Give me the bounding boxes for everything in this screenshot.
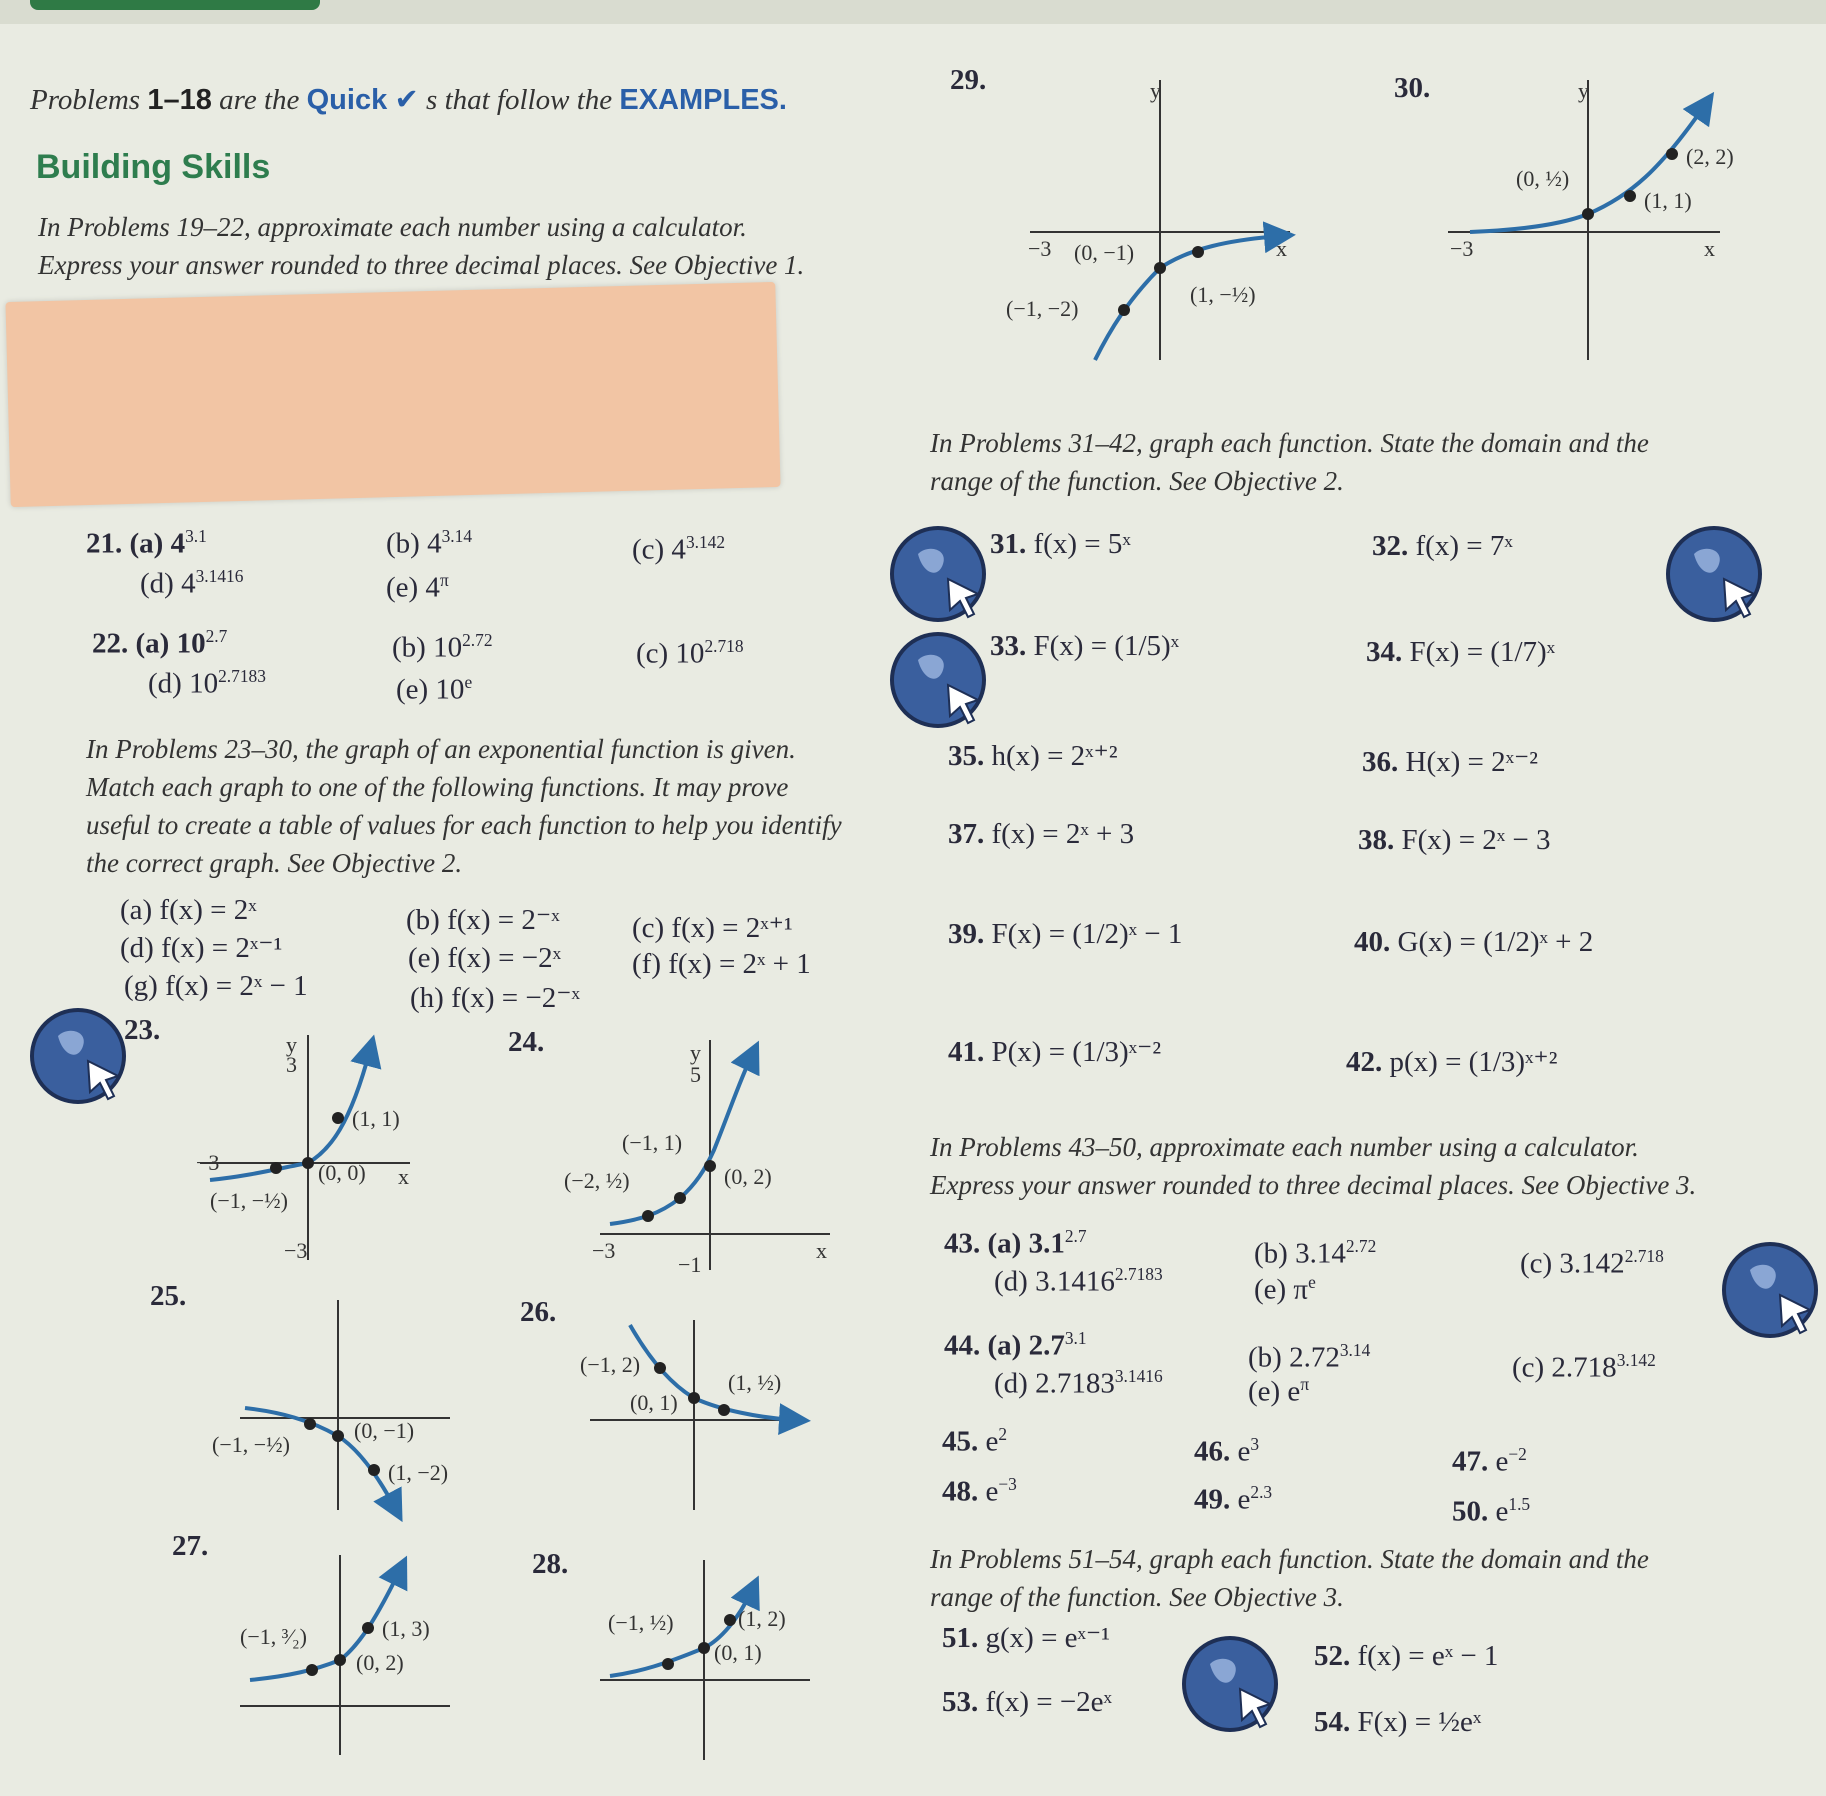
- graph-26-point: [654, 1362, 666, 1374]
- graph-30-axis-tick: −3: [1450, 236, 1474, 261]
- graph-30-label: (2, 2): [1686, 144, 1734, 169]
- graph-29-point: [1118, 304, 1130, 316]
- problem-21d: (d) $4^{3.1416}$: [140, 566, 244, 600]
- graph-24-label: (0, 2): [724, 1164, 772, 1189]
- graph-29-label: (1, −½): [1190, 282, 1256, 307]
- graph-26-point: [688, 1392, 700, 1404]
- problem-41: 41. P(x) = (1/3)ˣ⁻²: [948, 1036, 1162, 1068]
- graph-27-label: (−1, ³⁄₂): [240, 1624, 307, 1649]
- problem-22d: (d) $10^{2.7183}$: [148, 666, 266, 700]
- section-title: Building Skills: [36, 148, 271, 186]
- problem-21: 21. (a) $4^{3.1}$: [86, 526, 207, 560]
- problem-46: 46. $e^3$: [1194, 1434, 1260, 1468]
- graph-27-label: (1, 3): [382, 1616, 430, 1641]
- graph-28-point: [662, 1658, 674, 1670]
- globe-cursor-icon[interactable]: [888, 524, 988, 624]
- graph-24-axis-y-label: y: [690, 1040, 701, 1065]
- graph-27-label: (0, 2): [356, 1650, 404, 1675]
- graph-28-label: (−1, ½): [608, 1610, 674, 1635]
- graph-29-label: (−1, −2): [1006, 296, 1079, 321]
- instr-line: In Problems 19–22, approximate each number using a calculator.: [38, 212, 747, 242]
- problem-43c: (c) $3.142^{2.718}$: [1520, 1246, 1664, 1280]
- problem-53: 53. f(x) = −2eˣ: [942, 1686, 1112, 1718]
- graph-24-axis-tick: 5: [690, 1062, 701, 1087]
- graph-23-label: (1, 1): [352, 1106, 400, 1131]
- graph-24-point: [642, 1210, 654, 1222]
- graph-26-point: [718, 1404, 730, 1416]
- graph-29-number: 29.: [950, 64, 987, 96]
- intro-quick: Quick: [306, 84, 388, 116]
- graph-29-axis-y-label: y: [1150, 78, 1161, 103]
- instructions-51-54: In Problems 51–54, graph each function. State the domain and the range of the function. See Objective 3.: [930, 1544, 1649, 1612]
- globe-cursor-icon[interactable]: [28, 1006, 128, 1106]
- problem-44c: (c) $2.718^{3.142}$: [1512, 1350, 1656, 1384]
- instructions-43-50: In Problems 43–50, approximate each number using a calculator. Express your answer rounded to three decimal places. See Objective 3.: [930, 1132, 1697, 1200]
- choice-a: (a) f(x) = 2ˣ: [120, 894, 257, 926]
- graph-24-label: (−1, 1): [622, 1130, 683, 1155]
- graph-25-point: [304, 1418, 316, 1430]
- intro-post: s that follow the: [426, 84, 613, 116]
- problem-52: 52. f(x) = eˣ − 1: [1314, 1640, 1499, 1672]
- problem-22b: (b) $10^{2.72}$: [392, 630, 493, 664]
- globe-cursor-icon[interactable]: [1664, 524, 1764, 624]
- problem-43e: (e) $\pi^e$: [1254, 1272, 1316, 1306]
- graph-30: [1448, 80, 1720, 360]
- graph-26-number: 26.: [520, 1296, 557, 1328]
- instructions-31-42: In Problems 31–42, graph each function. State the domain and the range of the function. See Objective 2.: [930, 428, 1649, 496]
- choice-c: (c) f(x) = 2ˣ⁺¹: [632, 912, 793, 944]
- problem-51: 51. g(x) = eˣ⁻¹: [942, 1622, 1110, 1654]
- graph-29-point: [1154, 262, 1166, 274]
- checkmark-icon: ✔: [394, 82, 419, 116]
- problem-32: 32. f(x) = 7ˣ: [1372, 530, 1513, 562]
- choice-b: (b) f(x) = 2⁻ˣ: [406, 904, 560, 936]
- problem-44: 44. (a) $2.7^{3.1}$: [944, 1328, 1087, 1362]
- graph-23-axis-y-label: y: [286, 1032, 297, 1057]
- globe-cursor-icon[interactable]: [1180, 1634, 1280, 1734]
- graph-23-label: (0, 0): [318, 1160, 366, 1185]
- problem-44b: (b) $2.72^{3.14}$: [1248, 1340, 1371, 1374]
- problem-22c: (c) $10^{2.718}$: [636, 636, 744, 670]
- graph-28-point: [698, 1642, 710, 1654]
- globe-cursor-icon[interactable]: [1720, 1240, 1820, 1340]
- problem-22: 22. (a) $10^{2.7}$: [92, 626, 228, 660]
- problem-21c: (c) $4^{3.142}$: [632, 532, 726, 566]
- problem-34: 34. F(x) = (1/7)ˣ: [1366, 636, 1556, 668]
- globe-cursor-icon[interactable]: [888, 630, 988, 730]
- graph-30-point: [1666, 148, 1678, 160]
- graph-29-axis-tick: −3: [1028, 236, 1052, 261]
- problem-49: 49. $e^{2.3}$: [1194, 1482, 1273, 1516]
- graph-23: [200, 1035, 410, 1260]
- graph-26-label: (−1, 2): [580, 1352, 641, 1377]
- problem-33: 33. F(x) = (1/5)ˣ: [990, 630, 1180, 662]
- graph-28-point: [724, 1614, 736, 1626]
- graph-27-point: [362, 1622, 374, 1634]
- problem-44e: (e) $e^\pi$: [1248, 1374, 1310, 1408]
- problem-22e: (e) 10e: [396, 672, 473, 706]
- intro-range: 1–18: [147, 84, 212, 116]
- graph-28-number: 28.: [532, 1548, 569, 1580]
- graph-30-point: [1582, 208, 1594, 220]
- problem-43: 43. (a) $3.1^{2.7}$: [944, 1226, 1087, 1260]
- intro-mid: are the: [219, 84, 300, 116]
- problem-21e: (e) $4^\pi$: [386, 570, 449, 604]
- graph-25-label: (0, −1): [354, 1418, 415, 1443]
- graph-24-point: [674, 1192, 686, 1204]
- problem-37: 37. f(x) = 2ˣ + 3: [948, 818, 1135, 850]
- graph-26-label: (0, 1): [630, 1390, 678, 1415]
- problem-21b: (b) $4^{3.14}$: [386, 526, 473, 560]
- problem-43d: (d) $3.1416^{2.7183}$: [994, 1264, 1163, 1298]
- instr-line: Express your answer rounded to three decimal places. See Objective 1.: [38, 250, 805, 280]
- choice-h: (h) f(x) = −2⁻ˣ: [410, 982, 580, 1014]
- graph-23-point: [270, 1162, 282, 1174]
- problem-43b: (b) $3.14^{2.72}$: [1254, 1236, 1377, 1270]
- graph-29-axis-x-label: x: [1276, 236, 1287, 261]
- graph-24-axis-tick: −1: [678, 1252, 702, 1277]
- problem-47: 47. $e^{-2}$: [1452, 1444, 1527, 1478]
- graph-29-label: (0, −1): [1074, 240, 1135, 265]
- graph-27-point: [334, 1654, 346, 1666]
- problem-38: 38. F(x) = 2ˣ − 3: [1358, 824, 1551, 856]
- graph-30-axis-x-label: x: [1704, 236, 1715, 261]
- graph-23-point: [302, 1157, 314, 1169]
- problem-40: 40. G(x) = (1/2)ˣ + 2: [1354, 926, 1594, 958]
- problem-54: 54. F(x) = ½eˣ: [1314, 1706, 1482, 1738]
- choice-f: (f) f(x) = 2ˣ + 1: [632, 948, 811, 980]
- graph-24-label: (−2, ½): [564, 1168, 630, 1193]
- choice-d: (d) f(x) = 2ˣ⁻¹: [120, 932, 283, 964]
- graph-28-label: (0, 1): [714, 1640, 762, 1665]
- problem-42: 42. p(x) = (1/3)ˣ⁺²: [1346, 1046, 1558, 1078]
- intro-examples: EXAMPLES.: [619, 84, 787, 116]
- graph-25-point: [368, 1464, 380, 1476]
- graph-26: [590, 1320, 800, 1510]
- graph-29-point: [1192, 246, 1204, 258]
- intro-pre: Problems: [30, 84, 141, 116]
- problem-31: 31. f(x) = 5ˣ: [990, 528, 1131, 560]
- graph-23-axis-tick: 3: [286, 1052, 297, 1077]
- graph-30-axis-y-label: y: [1578, 78, 1589, 103]
- problem-39: 39. F(x) = (1/2)ˣ − 1: [948, 918, 1183, 950]
- graph-23-axis-tick: −3: [284, 1238, 308, 1263]
- graph-24-number: 24.: [508, 1026, 545, 1058]
- instructions-23-30: In Problems 23–30, the graph of an exponential function is given. Match each graph to one of the following functions. It may prove useful to create a table of values for each function to help you identify the correct graph. See Objective 2.: [86, 734, 842, 878]
- problem-45: 45. $e^2$: [942, 1424, 1008, 1458]
- graph-23-label: (−1, −½): [210, 1188, 288, 1213]
- graph-25-point: [332, 1430, 344, 1442]
- graph-27: [240, 1555, 450, 1755]
- graph-27-number: 27.: [172, 1530, 209, 1562]
- graph-28: [600, 1560, 810, 1760]
- graph-28-label: (1, 2): [738, 1606, 786, 1631]
- graph-27-point: [306, 1664, 318, 1676]
- problem-44d: (d) $2.7183^{3.1416}$: [994, 1366, 1163, 1400]
- graph-30-label: (1, 1): [1644, 188, 1692, 213]
- graph-26-label: (1, ½): [728, 1370, 782, 1395]
- problem-48: 48. $e^{-3}$: [942, 1474, 1017, 1508]
- graph-30-number: 30.: [1394, 72, 1431, 104]
- graph-25-label: (1, −2): [388, 1460, 449, 1485]
- graph-23-point: [332, 1112, 344, 1124]
- graph-24-point: [704, 1160, 716, 1172]
- graph-30-point: [1624, 190, 1636, 202]
- graph-23-number: 23.: [124, 1014, 161, 1046]
- graph-24-axis-x-label: x: [816, 1238, 827, 1263]
- choice-e: (e) f(x) = −2ˣ: [408, 942, 562, 974]
- graph-30-label: (0, ½): [1516, 166, 1570, 191]
- graph-24-axis-tick: −3: [592, 1238, 616, 1263]
- problem-36: 36. H(x) = 2ˣ⁻²: [1362, 746, 1538, 778]
- graph-25-label: (−1, −½): [212, 1432, 290, 1457]
- choice-g: (g) f(x) = 2ˣ − 1: [124, 970, 308, 1002]
- problem-35: 35. h(x) = 2ˣ⁺²: [948, 740, 1118, 772]
- graph-23-axis-tick: −3: [196, 1150, 220, 1175]
- graph-23-axis-x-label: x: [398, 1164, 409, 1189]
- graph-25-number: 25.: [150, 1280, 187, 1312]
- problem-50: 50. $e^{1.5}$: [1452, 1494, 1531, 1528]
